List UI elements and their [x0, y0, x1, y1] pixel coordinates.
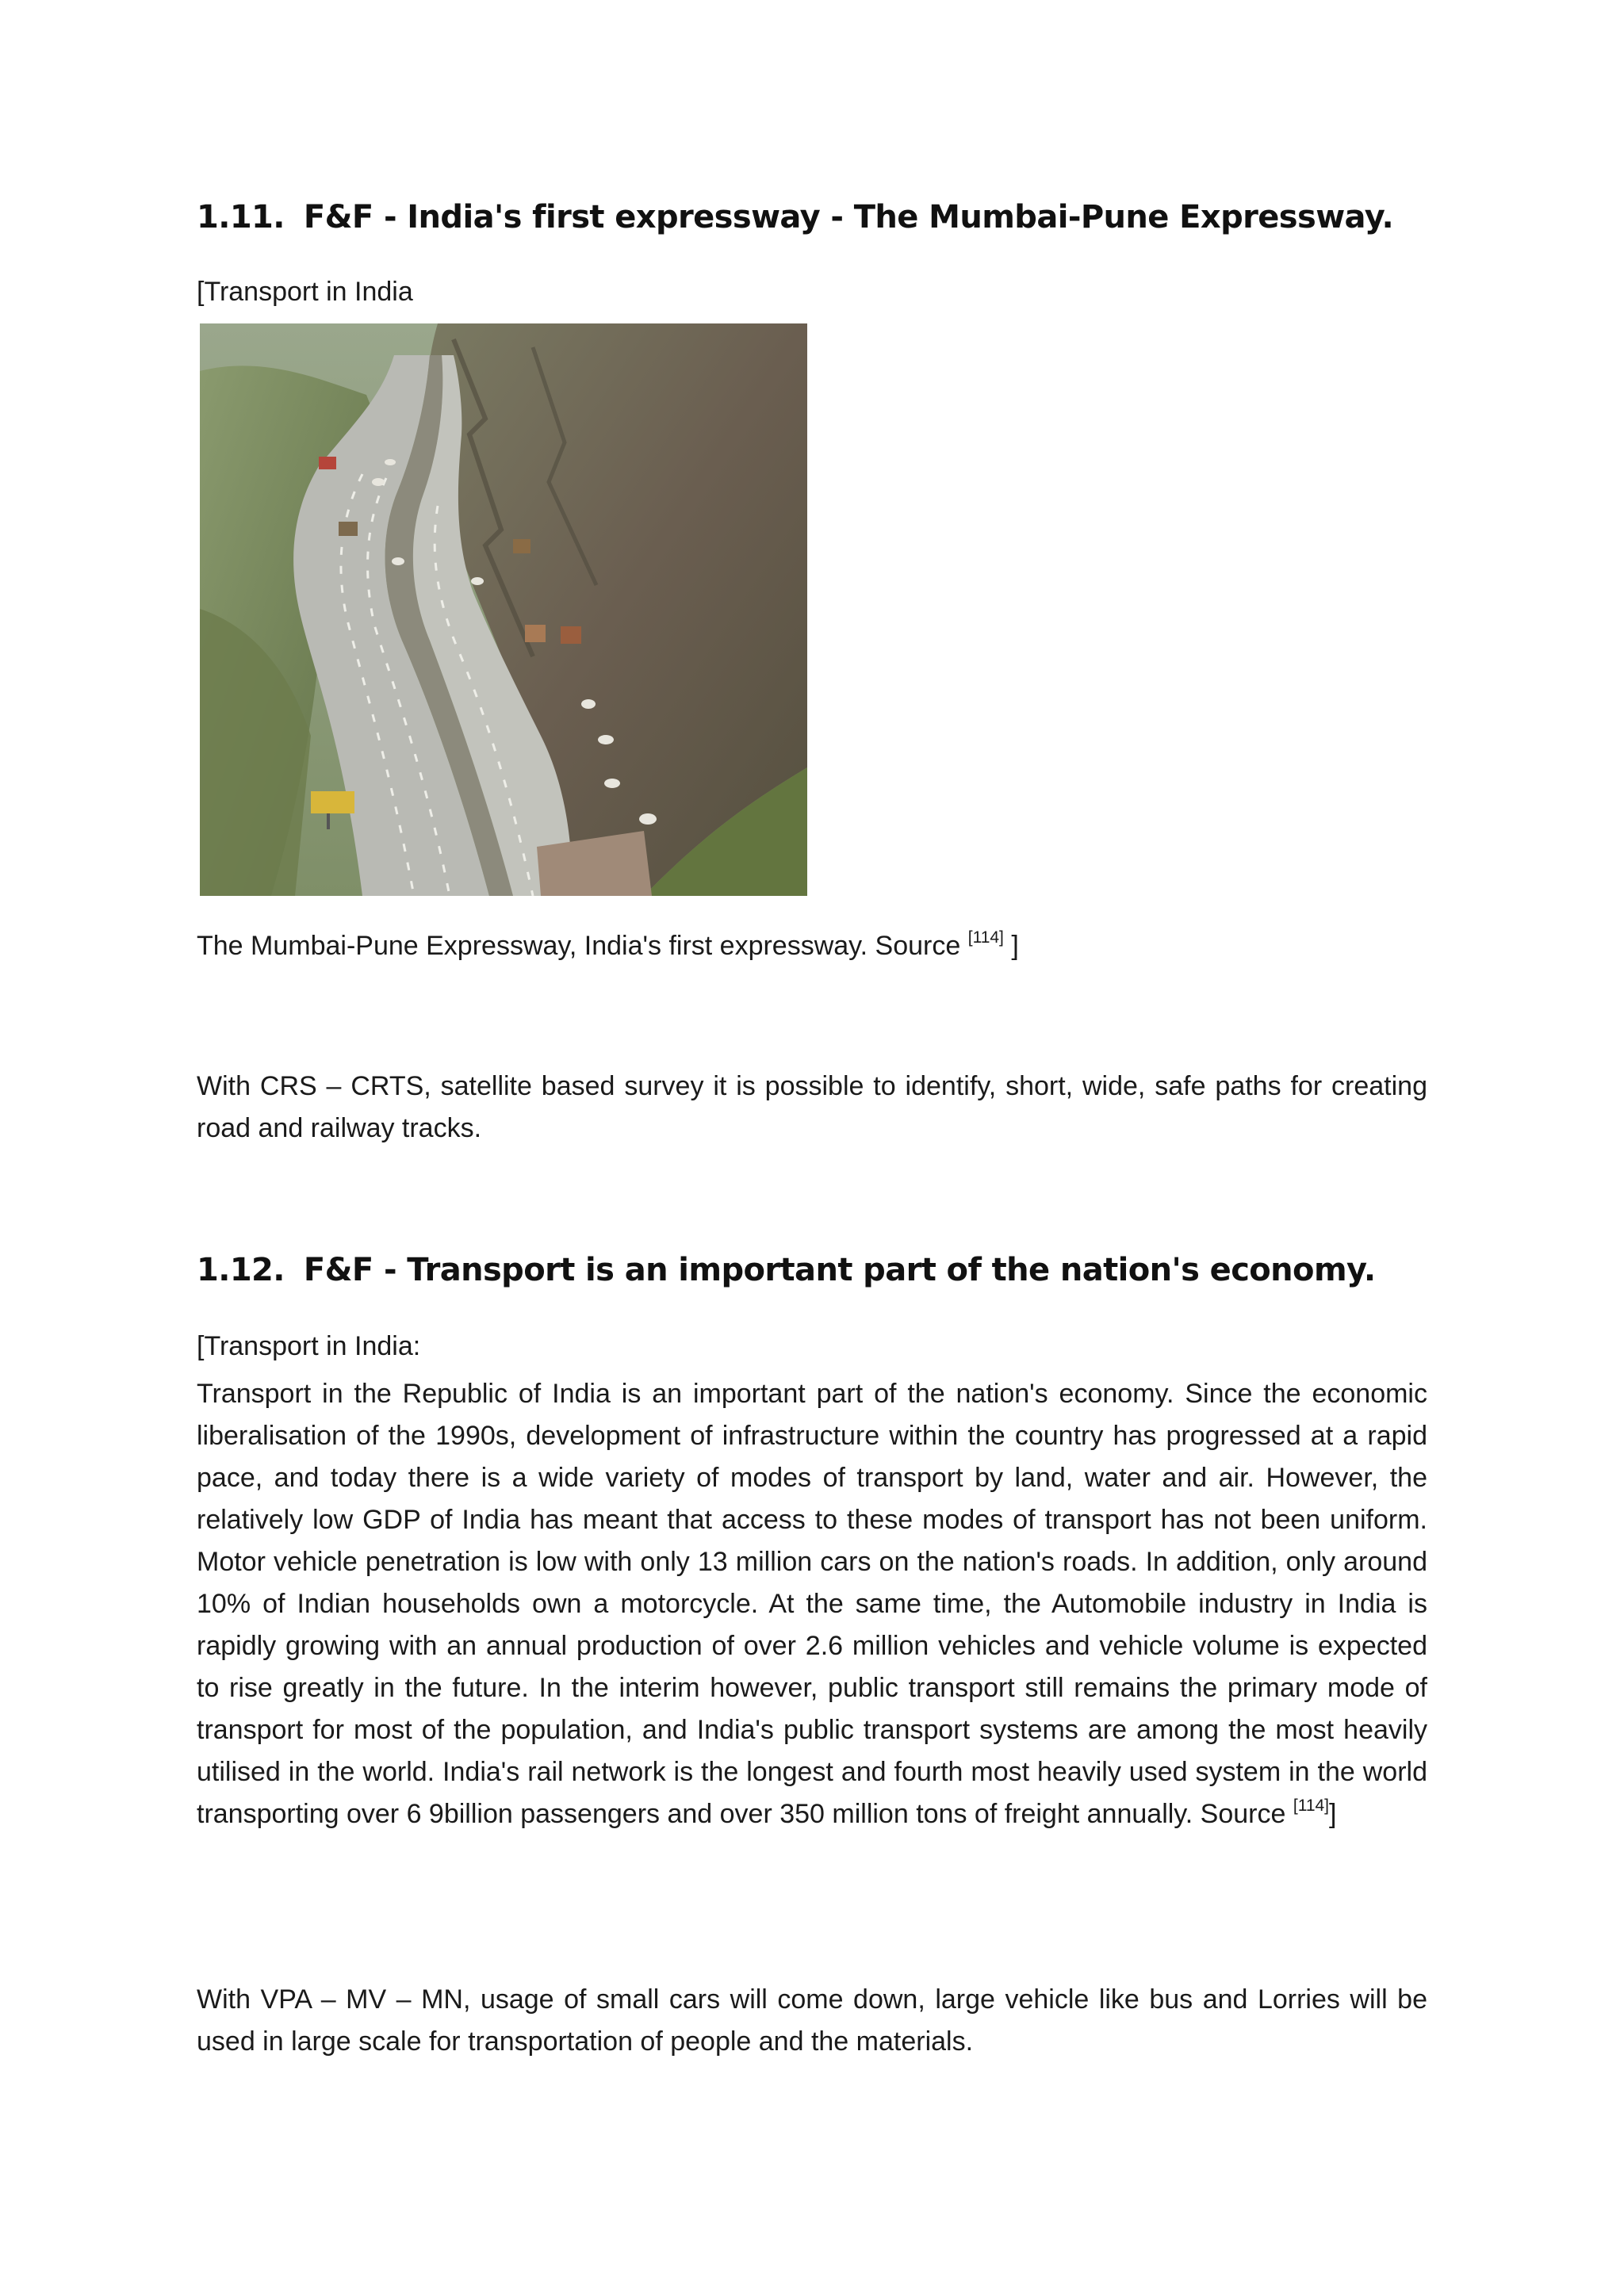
body-paragraph-vpa: With VPA – MV – MN, usage of small cars will come down, large vehicle like bus and Lorries will be used in large scale for transportation of people and the materials.: [197, 1984, 1427, 2057]
figure-caption: The Mumbai-Pune Expressway, India's first expressway. Source [114] ]: [197, 928, 1019, 961]
road-sign: [311, 791, 354, 813]
vehicle: [319, 457, 336, 469]
section-number: 1.11.: [197, 199, 285, 235]
expressway-photo: [200, 323, 807, 896]
body-paragraph-crs: With CRS – CRTS, satellite based survey it is possible to identify, short, wide, safe paths for creating road and railway tracks.: [197, 1071, 1427, 1143]
citation-ref: [114]: [967, 928, 1004, 947]
context-label: [Transport in India: [197, 277, 413, 307]
vehicle: [561, 626, 581, 644]
section-title: F&F - Transport is an important part of the nation's economy.: [303, 1252, 1376, 1288]
body-paragraph-transport: Transport in the Republic of India is an important part of the nation's economy. Since the economic liberalisation of the 1990s, development of infrastructure within the country has progressed at a rapid pace, and today there is a wide variety of modes of transport by land, water and air. However, the relatively low GDP of India has meant that access to these modes of transport has not been uniform. Motor vehicle penetration is low with only 13 million cars on the nation's roads. In addition, only around 10% of Indian households own a motorcycle. At the same time, the Automobile industry in India is rapidly growing with an annual production of over 2.6 million vehicles and vehicle volume is expected to rise greatly in the future. In the interim however, public transport still remains the primary mode of transport for most of the population, and India's public transport systems are among the most heavily utilised in the world. India's rail network is the longest and fourth most heavily used system in the world transporting over 6 9billion passengers and over 350 million tons of freight annually. Source [114]]: [197, 1379, 1427, 1829]
vehicle: [339, 522, 358, 536]
context-label: [Transport in India:: [197, 1331, 421, 1361]
section-heading-1-11: [197, 201, 1393, 233]
citation-ref: [114]: [1293, 1797, 1330, 1815]
section-heading-1-12: [197, 1254, 1375, 1286]
section-title: F&F - India's first expressway - The Mumbai-Pune Expressway.: [303, 199, 1394, 235]
vehicle: [513, 539, 530, 553]
vehicle: [525, 625, 546, 642]
section-number: 1.12.: [197, 1252, 285, 1288]
expressway-illustration: [200, 323, 807, 896]
